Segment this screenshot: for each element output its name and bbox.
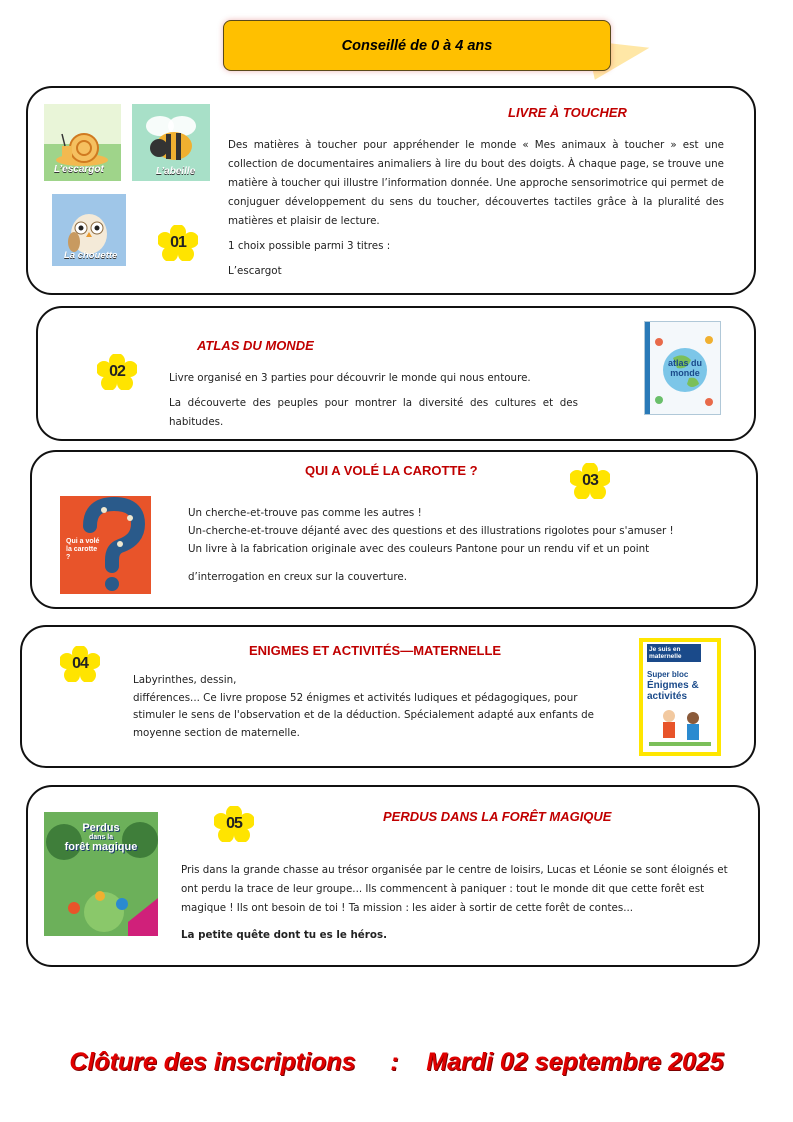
book-description-3 [188, 504, 718, 586]
cover-carotte [60, 496, 151, 594]
book-3-line-2: Un-cherche-et-trouve déjanté avec des questions et des illustrations rigolotes pour s'amuser ! [188, 525, 674, 537]
book-number-badge-1 [158, 225, 198, 261]
book-description-2 [169, 369, 578, 438]
book-title-4: ENIGMES ET ACTIVITÉS—MATERNELLE [249, 643, 502, 658]
cover-chouette-title: La chouette [64, 250, 118, 261]
age-recommendation-label: Conseillé de 0 à 4 ans [341, 37, 493, 54]
book-description-1 [228, 136, 724, 287]
cover-chouette [52, 194, 126, 266]
cover-enigmes-top: Je suis en maternelle [647, 644, 701, 662]
book-number-1: 01 [170, 234, 186, 251]
book-description-4 [133, 672, 603, 742]
book-title-1: LIVRE À TOUCHER [508, 105, 627, 120]
cover-foret-title [44, 822, 158, 853]
age-recommendation-banner [223, 20, 611, 71]
book-4-line-1: Labyrinthes, dessin, [133, 674, 237, 686]
cover-escargot-title: L’escargot [54, 164, 104, 175]
book-2-paragraph-1: Livre organisé en 3 parties pour découvrir le monde qui nous entoure. [169, 372, 531, 384]
book-3-line-4: d’interrogation en creux sur la couverture. [188, 571, 407, 583]
cover-abeille-title: L’abeille [156, 166, 196, 177]
book-5-paragraph-1: Pris dans la grande chasse au trésor organisée par le centre de loisirs, Lucas et Léonie se sont éloignés et ont perdu la trace de leur groupe... Ils commencent à paniquer : tout le monde dit que cette forêt est magique ! Ils ont besoin de toi ! Ta mission : les aider à sortir de cette forêt de contes... [181, 864, 728, 914]
cover-carotte-title: Qui a volé la carotte ? [66, 538, 100, 561]
cover-atlas [644, 321, 721, 415]
cover-foret-title-3: forêt magique [64, 841, 138, 853]
book-4-line-2: différences... Ce livre propose 52 énigmes et activités ludiques et pédagogiques, pour stimuler le sens de l'observation et de la déduction. Spécialement adapté aux enfants de moyenne section de maternelle. [133, 691, 595, 739]
book-number-5: 05 [226, 815, 242, 832]
book-5-paragraph-2: La petite quête dont tu es le héros. [181, 929, 387, 941]
book-3-line-3: Un livre à la fabrication originale avec des couleurs Pantone pour un rendu vif et un point [188, 543, 650, 555]
book-number-badge-2 [97, 354, 137, 390]
registration-deadline: Clôture des inscriptions : Mardi 02 septembre 2025 [69, 1048, 724, 1076]
children-illustration [639, 638, 721, 756]
book-number-badge-4 [60, 646, 100, 682]
cover-foret-title-1: Perdus [82, 822, 120, 834]
book-number-badge-3 [570, 463, 610, 499]
book-number-4: 04 [72, 655, 88, 672]
book-title-3: QUI A VOLÉ LA CAROTTE ? [305, 463, 478, 478]
cover-enigmes-title1: Super bloc [647, 670, 689, 679]
book-1-paragraph-1: Des matières à toucher pour appréhender le monde « Mes animaux à toucher » est une collection de documentaires animaliers à lire du bout des doigts. À chaque page, se trouve une matière à toucher qui illustre l’information donnée. Une approche sensorimotrice qui permet de conjuguer développement du sens du toucher, découvertes tactiles grâce à la pluralité des matières et plaisir de lecture. [228, 139, 724, 227]
book-number-3: 03 [582, 472, 598, 489]
book-description-5 [181, 861, 737, 951]
cover-atlas-title: atlas du monde [667, 358, 702, 378]
book-title-5: PERDUS DANS LA FORÊT MAGIQUE [383, 809, 612, 824]
cover-enigmes-title2: Énigmes & activités [647, 680, 699, 702]
book-number-badge-5 [214, 806, 254, 842]
cover-enigmes [639, 638, 721, 756]
book-2-paragraph-2: La découverte des peuples pour montrer la diversité des cultures et des habitudes. [169, 397, 578, 428]
cover-foret-title-2: dans la [88, 834, 114, 841]
book-1-paragraph-3: L’escargot [228, 265, 282, 277]
cover-foret [44, 812, 158, 936]
cover-abeille [132, 104, 210, 181]
book-number-2: 02 [109, 363, 125, 380]
book-title-2: ATLAS DU MONDE [197, 338, 314, 353]
book-3-line-1: Un cherche-et-trouve pas comme les autres ! [188, 507, 422, 519]
book-1-paragraph-2: 1 choix possible parmi 3 titres : [228, 240, 391, 252]
cover-escargot [44, 104, 121, 181]
